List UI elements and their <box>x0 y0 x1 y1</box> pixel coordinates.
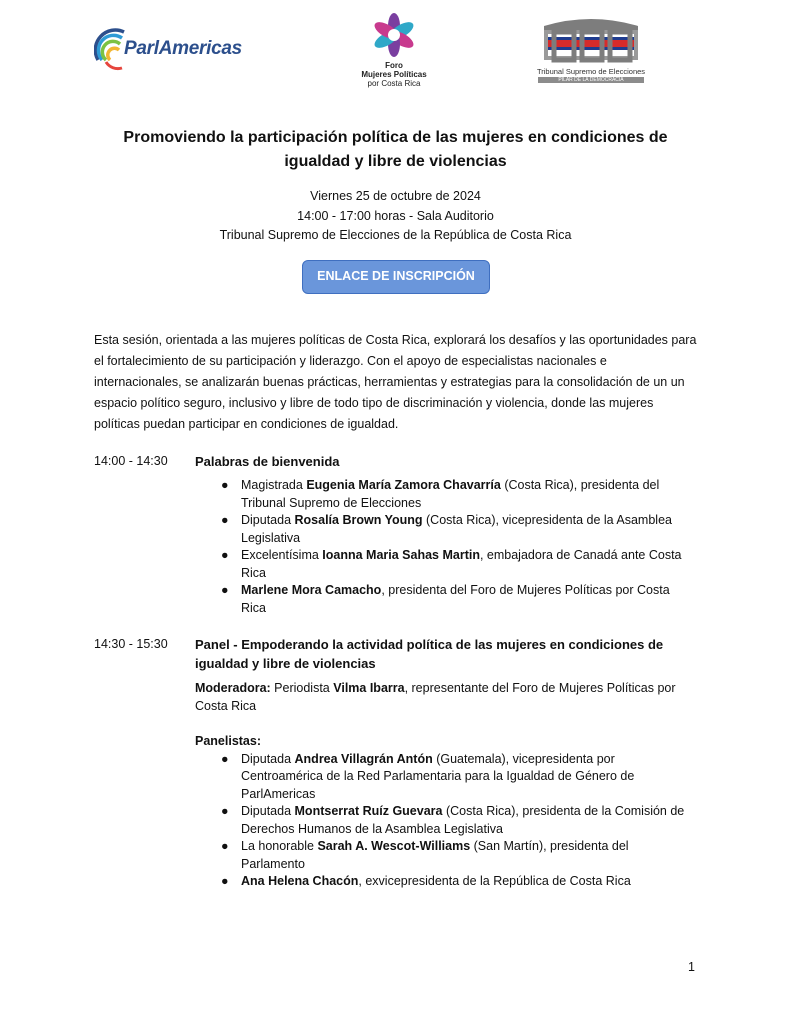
event-info <box>90 187 701 246</box>
bullet-icon: ● <box>221 548 229 562</box>
session-title: Palabras de bienvenida <box>195 454 340 469</box>
tse-logo-bar <box>538 77 644 83</box>
event-time-place: 14:00 - 17:00 horas - Sala Auditorio <box>297 208 494 223</box>
bullet-icon: ● <box>221 874 229 888</box>
bullet-icon: ● <box>221 751 229 766</box>
event-venue: Tribunal Supremo de Elecciones de la República de Costa Rica <box>219 228 572 242</box>
list-item: ● Magistrada Eugenia María Zamora Chavarría (Costa Rica), presidenta del Tribunal Supremo de Elecciones <box>221 478 660 510</box>
registration-link-button[interactable]: ENLACE DE INSCRIPCIÓN <box>302 260 490 294</box>
panelist-list <box>195 751 695 891</box>
event-date: Viernes 25 de octubre de 2024 <box>310 189 481 203</box>
bullet-icon: ● <box>221 478 229 492</box>
panelists-label: Panelistas: <box>195 734 262 748</box>
session-body <box>195 635 695 891</box>
tse-logo-subcaption: PILAR DE LA DEMOCRACIA <box>558 77 624 83</box>
list-item: ● Diputada Andrea Villagrán Antón (Guatemala), vicepresidenta por Centroamérica de la Red Parlamentaria para la Igualdad de Género de ParlAmericas <box>221 751 635 801</box>
foro-logo <box>352 12 436 88</box>
list-item: ● Diputada Rosalía Brown Young (Costa Rica), vicepresidenta de la Asamblea Legislativa <box>221 513 672 545</box>
header-logos <box>0 12 791 92</box>
list-item: ● Diputada Montserrat Ruíz Guevara (Costa Rica), presidenta de la Comisión de Derechos Humanos de la Asamblea Legislativa <box>221 804 685 836</box>
session-time: 14:30 - 15:30 <box>94 637 168 651</box>
list-item: ● Marlene Mora Camacho, presidenta del Foro de Mujeres Políticas por Costa Rica <box>221 583 670 615</box>
page-number: 1 <box>688 960 695 974</box>
bullet-icon: ● <box>221 583 229 597</box>
bullet-icon: ● <box>221 804 229 818</box>
session-body <box>195 452 695 617</box>
parlamericas-logo-text: ParlAmericas <box>124 38 242 59</box>
foro-logo-line1: Foro <box>385 61 403 70</box>
foro-flower-icon <box>369 12 419 58</box>
bullet-icon: ● <box>221 513 229 527</box>
tse-logo <box>530 16 652 88</box>
list-item: ● Excelentísima Ioanna Maria Sahas Martin, embajadora de Canadá ante Costa Rica <box>221 548 682 580</box>
foro-logo-line2: Mujeres Políticas <box>361 70 427 79</box>
moderator-line: Moderadora: Periodista Vilma Ibarra, representante del Foro de Mujeres Políticas por Costa Rica <box>195 681 676 713</box>
list-item: ● La honorable Sarah A. Wescot-Williams (San Martín), presidenta del Parlamento <box>221 839 629 871</box>
parlamericas-logo <box>94 26 264 78</box>
intro-paragraph: Esta sesión, orientada a las mujeres políticas de Costa Rica, explorará los desafíos y las oportunidades para el fortalecimiento de su participación y liderazgo. Con el apoyo de especialistas nacionales e internacionales, se analizarán buenas prácticas, herramientas y estrategias para la consolidación de un un espacio político seguro, inclusivo y libre de todo tipo de discriminación y violencia, donde las mujeres políticas puedan participar en condiciones de igualdad. <box>94 333 697 431</box>
bullet-icon: ● <box>221 839 229 853</box>
tse-emblem-icon <box>538 16 644 64</box>
parlamericas-arcs-icon <box>94 26 128 72</box>
session-title: Panel - Empoderando la actividad política de las mujeres en condiciones de igualdad y libre de violencias <box>195 637 664 671</box>
session-time: 14:00 - 14:30 <box>94 454 168 468</box>
tse-logo-caption: Tribunal Supremo de Elecciones <box>536 67 646 76</box>
document-title: Promoviendo la participación política de las mujeres en condiciones de igualdad y libre de violencias <box>123 129 668 170</box>
list-item: ● Ana Helena Chacón, exvicepresidenta de la República de Costa Rica <box>195 873 695 891</box>
foro-logo-line3: por Costa Rica <box>367 79 421 88</box>
speaker-list <box>195 477 695 617</box>
